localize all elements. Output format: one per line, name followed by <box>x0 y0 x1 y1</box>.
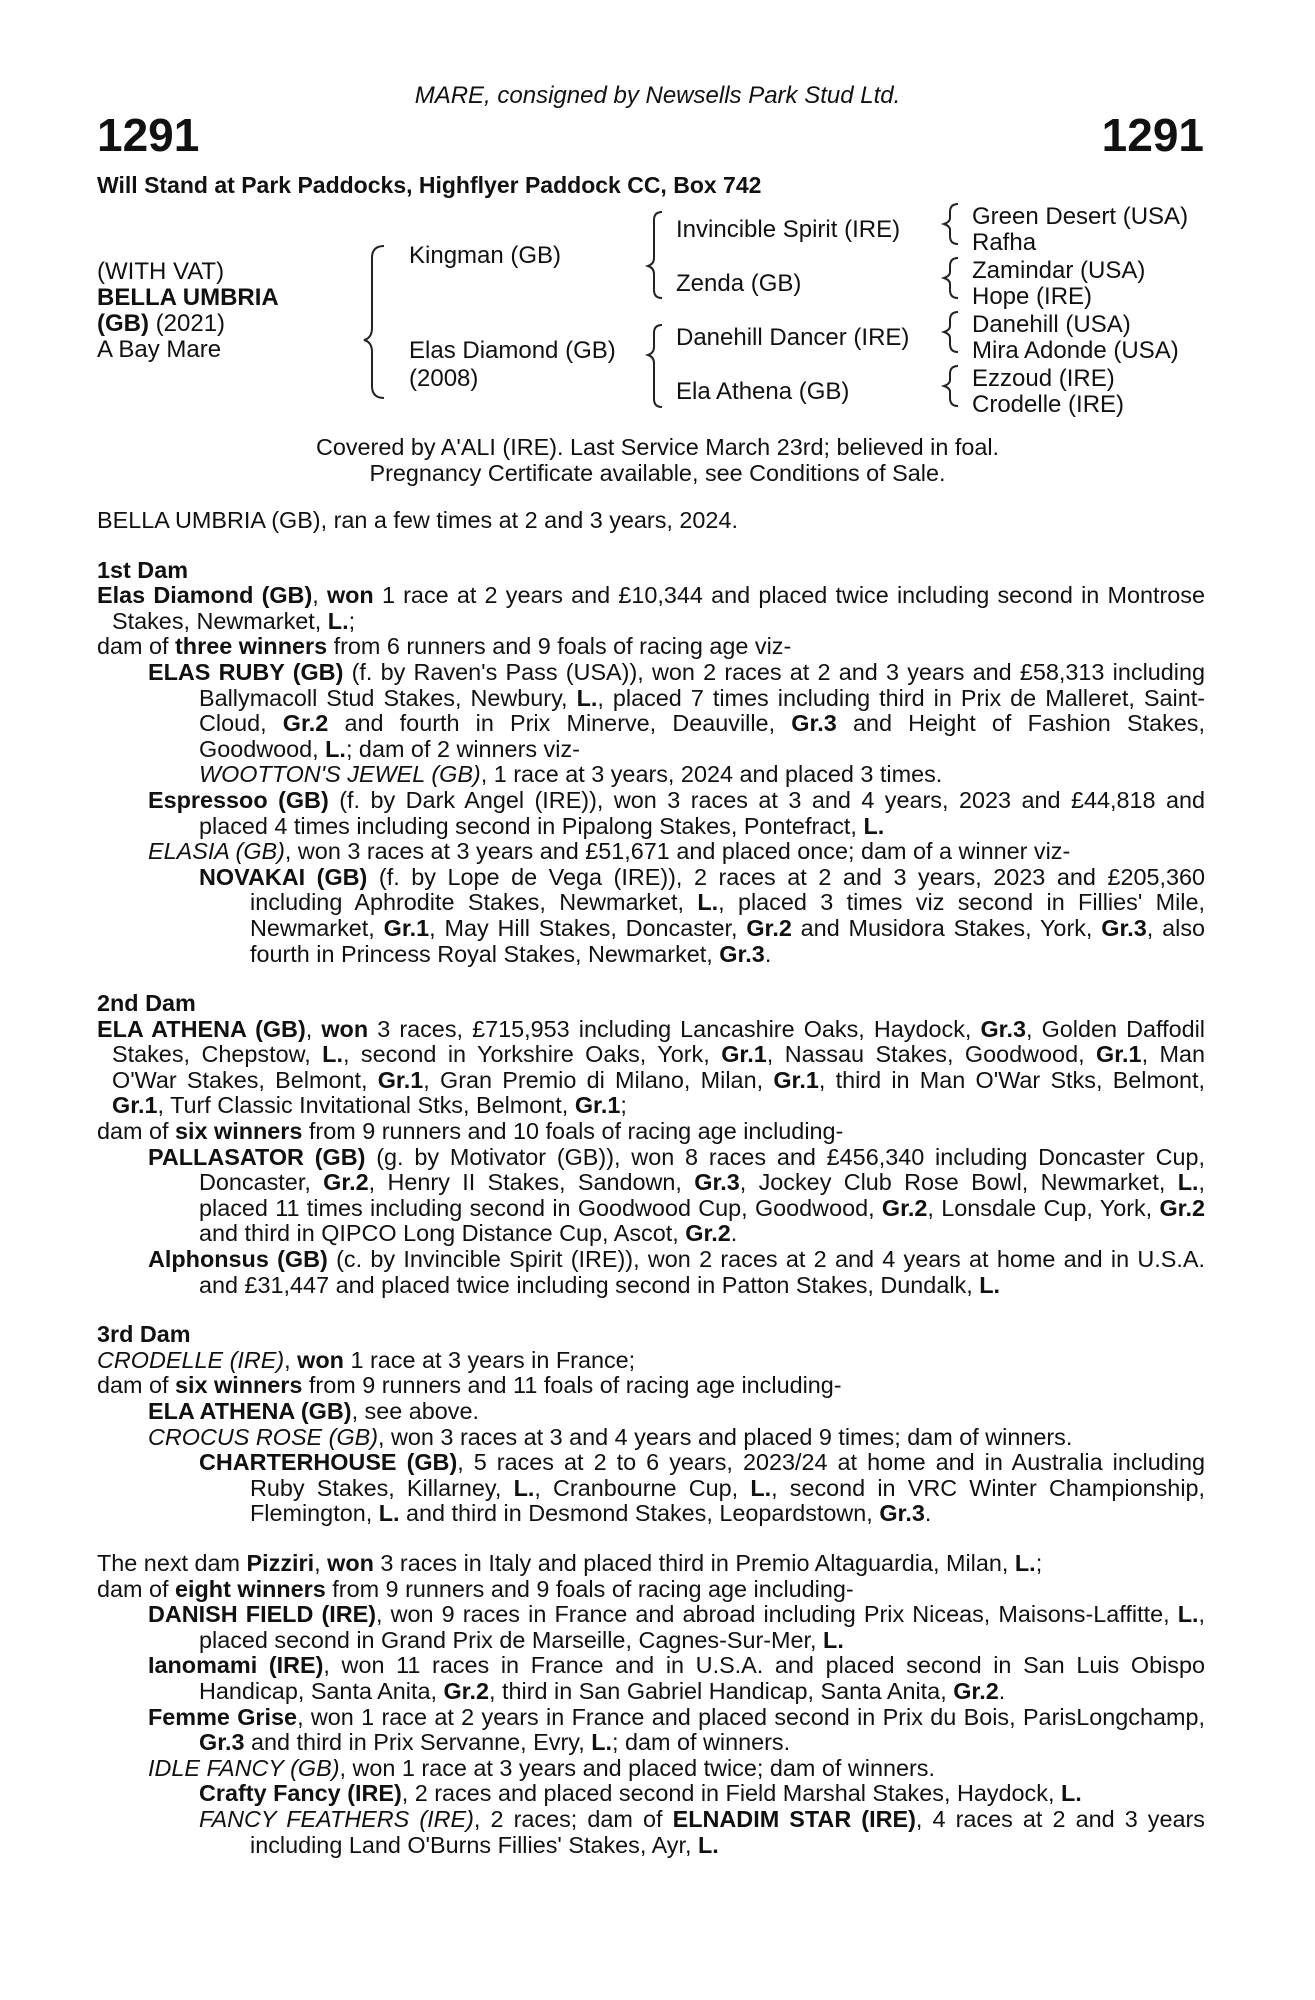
listed-mark: L. <box>1014 1549 1036 1576</box>
dam-of-label: dam of <box>97 1118 169 1145</box>
produce-text: , placed 3 times viz second in Fillies' Mile, Newmarket, <box>250 889 1206 941</box>
pedigree-g3-1: Green Desert (USA) <box>972 203 1189 230</box>
produce-text: , May Hill Stakes, Doncaster, <box>429 914 738 941</box>
produce-text: , 4 races at 2 and 3 years including Land O'Burns Fillies' Stakes, Ayr, <box>250 1805 1205 1858</box>
produce-text: and third in Prix Servanne, Evry, <box>251 1729 585 1756</box>
pedigree-g3-7: Ezzoud (IRE) <box>972 365 1115 392</box>
third-dam-produce <box>97 1373 1205 1399</box>
produce-name: PALLASATOR (GB) <box>148 1143 366 1170</box>
group-mark: Gr.1 <box>383 914 430 941</box>
winners-count: six winners <box>175 1118 303 1145</box>
produce-text: , won 3 races at 3 and 4 years and placed 9 times; dam of winners. <box>378 1423 1073 1450</box>
dam-text: , second in Yorkshire Oaks, York, <box>342 1041 710 1068</box>
produce-text: , Cranbourne Cup, <box>534 1474 739 1501</box>
produce-text: , also fourth in Princess Royal Stakes, Newmarket, <box>250 914 1206 967</box>
runners-text: from 9 runners and 9 foals of racing age including- <box>332 1575 854 1602</box>
produce-name: Crafty Fancy (IRE) <box>199 1780 402 1807</box>
dam-text: , Nassau Stakes, Goodwood, <box>766 1041 1085 1068</box>
produce-name: Alphonsus (GB) <box>148 1246 328 1273</box>
produce-text: (f. by Dark Angel (IRE)), won 3 races at 3 and 4 years, 2023 and £44,818 and placed 4 times including second in Pipalong Stakes, Pontefract, <box>199 786 1206 839</box>
produce-name: WOOTTON'S JEWEL (GB) <box>199 761 481 788</box>
winners-count: three winners <box>175 633 328 660</box>
pedigree-g3-4: Hope (IRE) <box>972 283 1093 310</box>
horse-name: BELLA UMBRIA <box>97 284 279 311</box>
second-dam-won: won <box>321 1015 369 1042</box>
group-mark: Gr.2 <box>443 1677 489 1704</box>
brace-gen3-d <box>944 366 958 406</box>
produce-name: NOVAKAI (GB) <box>199 863 368 890</box>
produce-text: , won 1 race at 2 years in France and placed second in Prix du Bois, ParisLongchamp, <box>297 1703 1205 1730</box>
produce-charterhouse <box>199 1450 1205 1527</box>
produce-elas-ruby <box>148 660 1205 762</box>
first-dam-paragraph: Elas Diamond (GB), won 1 race at 2 years and £10,344 and placed twice including second in Montrose Stakes, Newmarket, L.; <box>97 582 1206 634</box>
group-mark: Gr.2 <box>323 1169 369 1196</box>
brace-gen3-b <box>944 258 958 298</box>
produce-woottons-jewel <box>199 762 1205 788</box>
lot-number-left: 1291 <box>97 109 200 161</box>
covered-line-2: Pregnancy Certificate available, see Conditions of Sale. <box>369 460 946 486</box>
dam-text: , third in Man O'War Stks, Belmont, <box>818 1066 1205 1093</box>
second-dam-heading: 2nd Dam <box>97 990 196 1017</box>
pedigree-g3-8: Crodelle (IRE) <box>972 391 1125 418</box>
group-mark: Gr.2 <box>1159 1194 1205 1221</box>
consignor-line: MARE, consigned by Newsells Park Stud Ltd. <box>414 82 901 109</box>
pedigree-dam-year: (2008) <box>409 365 479 392</box>
produce-name: FANCY FEATHERS (IRE) <box>199 1805 474 1832</box>
produce-name: Espressoo (GB) <box>148 786 329 813</box>
group-mark: Gr.3 <box>980 1015 1026 1042</box>
pedigree-g3-6: Mira Adonde (USA) <box>972 337 1179 364</box>
produce-text: . <box>764 940 772 967</box>
listed-mark: L. <box>327 607 349 634</box>
produce-text: , won 1 race at 3 years and placed twice; dam of winners. <box>339 1754 935 1781</box>
third-dam-paragraph: CRODELLE (IRE), won 1 race at 3 years in France; <box>97 1346 636 1373</box>
produce-name: ELASIA (GB) <box>148 838 285 865</box>
first-dam-produce <box>97 634 1205 660</box>
produce-text: and third in Desmond Stakes, Leopardstown, <box>406 1500 873 1527</box>
third-dam-won: won <box>297 1346 344 1373</box>
produce-name: ELA ATHENA (GB) <box>148 1398 352 1424</box>
listed-mark: L. <box>378 1500 400 1527</box>
pedigree-sire: Kingman (GB) <box>409 242 562 269</box>
listed-mark: L. <box>1060 1780 1082 1807</box>
produce-text: (g. by Motivator (GB)), won 8 races and £456,340 including Doncaster Cup, Doncaster, <box>199 1143 1205 1196</box>
stand-location: Will Stand at Park Paddocks, Highflyer Paddock CC, Box 742 <box>97 172 762 198</box>
dam-of-label: dam of <box>97 633 169 660</box>
produce-name: ELAS RUBY (GB) <box>148 658 344 685</box>
produce-crocus-rose <box>148 1425 1205 1451</box>
dam-text: ; <box>620 1092 627 1119</box>
next-dam-paragraph: The next dam Pizziri, won 3 races in Italy and placed third in Premio Altaguardia, Milan, L.; <box>97 1549 1043 1576</box>
produce-crafty-fancy <box>199 1781 1205 1807</box>
group-mark: Gr.3 <box>694 1169 740 1196</box>
produce-idle-fancy <box>148 1756 1205 1782</box>
produce-name: Ianomami (IRE) <box>148 1652 324 1679</box>
second-dam-name: ELA ATHENA (GB) <box>97 1015 306 1042</box>
produce-pallasator <box>148 1145 1205 1247</box>
pedigree-dam-dam: Ela Athena (GB) <box>676 378 850 405</box>
intro-line: BELLA UMBRIA (GB), ran a few times at 2 and 3 years, 2024. <box>97 507 738 533</box>
group-mark: Gr.1 <box>112 1092 158 1119</box>
listed-mark: L. <box>513 1474 535 1501</box>
produce-text: , placed 7 times including third in Prix de Malleret, Saint-Cloud, <box>199 684 1206 737</box>
produce-alphonsus <box>148 1247 1205 1298</box>
next-dam-label: The next dam <box>97 1549 241 1576</box>
produce-text: ; dam of winners. <box>612 1729 791 1756</box>
catalogue-body <box>97 508 1205 1858</box>
vat-label: (WITH VAT) <box>97 258 225 285</box>
produce-text: . <box>924 1500 932 1527</box>
brace-gen3-a <box>944 204 958 244</box>
second-dam-paragraph: ELA ATHENA (GB), won 3 races, £715,953 including Lancashire Oaks, Haydock, Gr.3, Golden Daffodil Stakes, Chepstow, L., second in Yorkshire Oaks, York, Gr.1, Nassau Stakes, Goodwood, Gr.1, Man O'War Stakes, Belmont, Gr.1, Gran Premio di Milano, Milan, Gr.1, third in Man O'War Stks, Belmont, Gr.1, Turf Classic Invitational Stks, Belmont, Gr.1; <box>97 1015 1206 1119</box>
listed-mark: L. <box>697 889 719 916</box>
produce-fancy-feathers <box>199 1807 1205 1858</box>
produce-text: , second in VRC Winter Championship, Flemington, <box>250 1474 1206 1527</box>
group-mark: Gr.2 <box>685 1220 731 1247</box>
dam-of-label: dam of <box>97 1575 169 1602</box>
first-dam-won: won <box>326 582 374 609</box>
group-mark: Gr.1 <box>1096 1041 1142 1068</box>
brace-gen2-sire <box>648 212 662 298</box>
pedigree-g3-2: Rafha <box>972 229 1037 256</box>
listed-mark: L. <box>591 1729 612 1756</box>
group-mark: Gr.1 <box>574 1092 621 1119</box>
produce-text: , won 11 races in France and in U.S.A. and placed second in San Luis Obispo Handicap, Santa Anita, <box>199 1652 1205 1704</box>
horse-country: (GB) <box>97 310 149 337</box>
produce-text: , won 3 races at 3 years and £51,671 and placed once; dam of a winner viz- <box>284 838 1071 865</box>
horse-year: (2021) <box>155 310 226 337</box>
listed-mark: L. <box>1177 1601 1199 1628</box>
group-mark: Gr.1 <box>773 1066 819 1093</box>
next-dam-won: won <box>327 1549 374 1576</box>
listed-mark: L. <box>697 1831 719 1858</box>
produce-name: IDLE FANCY (GB) <box>148 1754 340 1781</box>
listed-mark: L. <box>576 684 598 711</box>
horse-description: A Bay Mare <box>97 336 222 363</box>
group-mark: Gr.1 <box>721 1041 767 1068</box>
produce-text: . <box>730 1220 738 1247</box>
group-mark: Gr.2 <box>953 1677 999 1704</box>
produce-text: , placed 11 times including second in Goodwood Cup, Goodwood, <box>199 1169 1206 1221</box>
pedigree-sire-sire: Invincible Spirit (IRE) <box>676 216 901 243</box>
group-mark: Gr.1 <box>377 1066 424 1093</box>
listed-mark: L. <box>823 1626 844 1653</box>
dam-text: 3 races in Italy and placed third in Premio Altaguardia, Milan, <box>380 1549 1009 1576</box>
dam-text: 3 races, £715,953 including Lancashire Oaks, Haydock, <box>377 1015 972 1042</box>
brace-gen3-c <box>944 312 958 352</box>
dam-text: , Golden Daffodil Stakes, Chepstow, <box>112 1015 1205 1068</box>
produce-text: ; dam of 2 winners viz- <box>345 735 580 762</box>
produce-text: , Lonsdale Cup, York, <box>927 1194 1153 1221</box>
produce-text: , 2 races; dam of <box>473 1805 663 1832</box>
produce-name: CROCUS ROSE (GB) <box>148 1423 379 1450</box>
produce-text: . <box>998 1677 1006 1704</box>
produce-text: and Height of Fashion Stakes, Goodwood, <box>199 710 1205 762</box>
produce-text: (f. by Raven's Pass (USA)), won 2 races at 2 and 3 years and £58,313 including Ballymacoll Stud Stakes, Newbury, <box>199 658 1205 711</box>
runners-text: from 9 runners and 10 foals of racing age including- <box>308 1118 844 1145</box>
dam-text: , Turf Classic Invitational Stks, Belmont, <box>157 1092 569 1119</box>
pedigree-dam-sire: Danehill Dancer (IRE) <box>676 324 910 351</box>
second-dam-produce <box>97 1119 1205 1145</box>
pedigree-dam: Elas Diamond (GB) <box>409 337 616 364</box>
produce-text: , 2 races and placed second in Field Marshal Stakes, Haydock, <box>401 1780 1055 1807</box>
dam-text: 1 race at 3 years in France; <box>350 1346 636 1373</box>
produce-name: DANISH FIELD (IRE) <box>148 1601 377 1628</box>
pedigree-sire-dam: Zenda (GB) <box>676 270 802 297</box>
pedigree-g3-5: Danehill (USA) <box>972 311 1131 338</box>
produce-name: Femme Grise <box>148 1703 298 1730</box>
dam-text: ; <box>1035 1549 1043 1576</box>
produce-text: (f. by Lope de Vega (IRE)), 2 races at 2 and 3 years, 2023 and £205,360 including Aphrodite Stakes, Newmarket, <box>250 863 1205 916</box>
winners-count: six winners <box>175 1372 303 1399</box>
produce-text: , Jockey Club Rose Bowl, Newmarket, <box>739 1169 1166 1196</box>
listed-mark: L. <box>1177 1169 1199 1196</box>
group-mark: Gr.3 <box>791 710 837 737</box>
brace-gen1 <box>364 246 384 398</box>
produce-name: ELNADIM STAR (IRE) <box>672 1805 916 1832</box>
first-dam-heading: 1st Dam <box>97 556 189 583</box>
listed-mark: L. <box>979 1271 1001 1298</box>
brace-gen2-dam <box>648 325 662 407</box>
produce-text: and Musidora Stakes, York, <box>800 914 1093 941</box>
produce-text: , third in San Gabriel Handicap, Santa Anita, <box>489 1677 947 1704</box>
dam-text: , Gran Premio di Milano, Milan, <box>423 1066 764 1093</box>
produce-text: , see above. <box>351 1398 480 1424</box>
listed-mark: L. <box>325 735 346 762</box>
produce-text: , won 9 races in France and abroad including Prix Niceas, Maisons-Laffitte, <box>376 1601 1170 1628</box>
listed-mark: L. <box>863 812 885 839</box>
winners-count: eight winners <box>175 1575 326 1602</box>
listed-mark: L. <box>322 1041 343 1068</box>
produce-text: , placed second in Grand Prix de Marseille, Cagnes-Sur-Mer, <box>199 1601 1205 1653</box>
third-dam-heading: 3rd Dam <box>97 1321 191 1348</box>
group-mark: Gr.2 <box>282 710 329 737</box>
group-mark: Gr.3 <box>199 1729 245 1756</box>
dam-of-label: dam of <box>97 1372 169 1399</box>
runners-text: from 9 runners and 11 foals of racing age including- <box>308 1372 842 1399</box>
produce-femme-grise <box>148 1705 1205 1756</box>
first-dam-text: 1 race at 2 years and £10,344 and placed twice including second in Montrose Stakes, Newmarket, <box>112 582 1206 634</box>
group-mark: Gr.3 <box>1101 914 1147 941</box>
produce-ianomami <box>148 1653 1205 1704</box>
group-mark: Gr.2 <box>881 1194 928 1221</box>
next-dam-produce <box>97 1577 1205 1603</box>
lot-number-right: 1291 <box>1101 109 1204 161</box>
group-mark: Gr.3 <box>879 1500 925 1527</box>
produce-ela-athena <box>148 1399 1205 1425</box>
produce-text: , 1 race at 3 years, 2024 and placed 3 times. <box>480 761 943 788</box>
pedigree-g3-3: Zamindar (USA) <box>972 257 1146 284</box>
dam-text: , Man O'War Stakes, Belmont, <box>112 1041 1206 1093</box>
produce-novakai <box>199 865 1205 967</box>
third-dam-name: CRODELLE (IRE) <box>97 1346 285 1373</box>
produce-text: (c. by Invincible Spirit (IRE)), won 2 races at 2 and 4 years at home and in U.S.A. and £31,447 and placed twice including second in Patton Stakes, Dundalk, <box>199 1246 1206 1298</box>
next-dam-name: Pizziri <box>246 1549 315 1576</box>
produce-text: and fourth in Prix Minerve, Deauville, <box>344 710 776 737</box>
runners-text: from 6 runners and 9 foals of racing age viz- <box>333 633 792 660</box>
produce-text: and third in QIPCO Long Distance Cup, Ascot, <box>199 1220 679 1247</box>
covered-line-1: Covered by A'ALI (IRE). Last Service March 23rd; believed in foal. <box>315 434 1000 460</box>
produce-text: , Henry II Stakes, Sandown, <box>368 1169 682 1196</box>
group-mark: Gr.2 <box>746 914 792 941</box>
group-mark: Gr.3 <box>719 940 765 967</box>
produce-danish-field <box>148 1602 1205 1653</box>
produce-name: CHARTERHOUSE (GB) <box>199 1449 458 1476</box>
first-dam-name: Elas Diamond (GB) <box>97 582 313 609</box>
produce-espressoo <box>148 788 1205 839</box>
produce-elasia <box>148 839 1205 865</box>
produce-text: , 5 races at 2 to 6 years, 2023/24 at home and in Australia including Ruby Stakes, Killarney, <box>250 1449 1205 1501</box>
listed-mark: L. <box>750 1474 772 1501</box>
